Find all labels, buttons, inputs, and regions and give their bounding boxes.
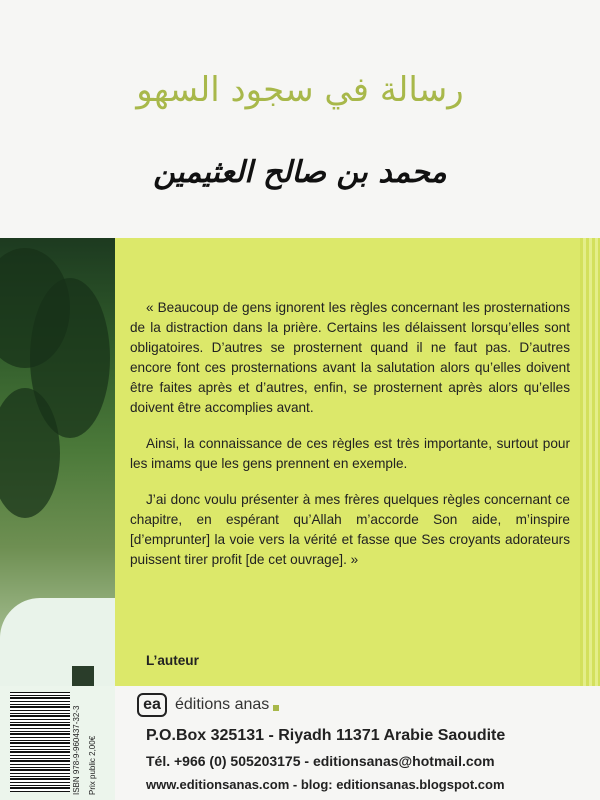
isbn-barcode xyxy=(10,692,70,792)
publisher-website: www.editionsanas.com - blog: editionsanas.blogspot.com xyxy=(146,777,505,792)
publisher-address: P.O.Box 325131 - Riyadh 11371 Arabie Saoudite xyxy=(146,727,506,744)
back-cover-quote xyxy=(130,298,570,586)
publisher-name: éditions anas xyxy=(175,696,270,713)
quote-paragraph-2: Ainsi, la connaissance de ces règles est très importante, surtout pour les imams que les gens prennent en exemple. xyxy=(130,436,570,471)
public-price: Prix public 2,00€ xyxy=(88,735,97,795)
quote-paragraph-3: J’ai donc voulu présenter à mes frères quelques règles concernant ce chapitre, en espérant qu’Allah m’accorde Son aide, m’inspire [d’emprunter] la voie vers la vérité et fasse que Ses croyants adorateurs puissent tirer profit [de cet ouvrage]. » xyxy=(130,492,570,567)
quote-paragraph-1: « Beaucoup de gens ignorent les règles concernant les prosternations de la distraction dans la prière. Certains les délaissent lorsqu’elles sont obligatoires. D’autres se prosternent quand il ne faut pas. D’autres encore font ces prosternations avant la salutation alors qu’elles doivent être faites après et d’autres, enfin, se prosternent après alors qu’elles doivent être accomplies avant. xyxy=(130,300,570,415)
author-calligraphy: محمد بن صالح العثيمين xyxy=(153,155,447,190)
square-dot-icon xyxy=(273,705,279,711)
panel-texture xyxy=(580,238,600,686)
publisher-logo-icon: ea xyxy=(137,693,167,717)
publisher-brand xyxy=(137,690,279,720)
quote-signature: L’auteur xyxy=(146,653,199,668)
book-title: رسالة في سجود السهو xyxy=(136,70,464,110)
publisher-phone-email: Tél. +966 (0) 505203175 - editionsanas@hotmail.com xyxy=(146,753,495,769)
isbn-number: ISBN 978-9-960437-32-3 xyxy=(72,705,81,795)
